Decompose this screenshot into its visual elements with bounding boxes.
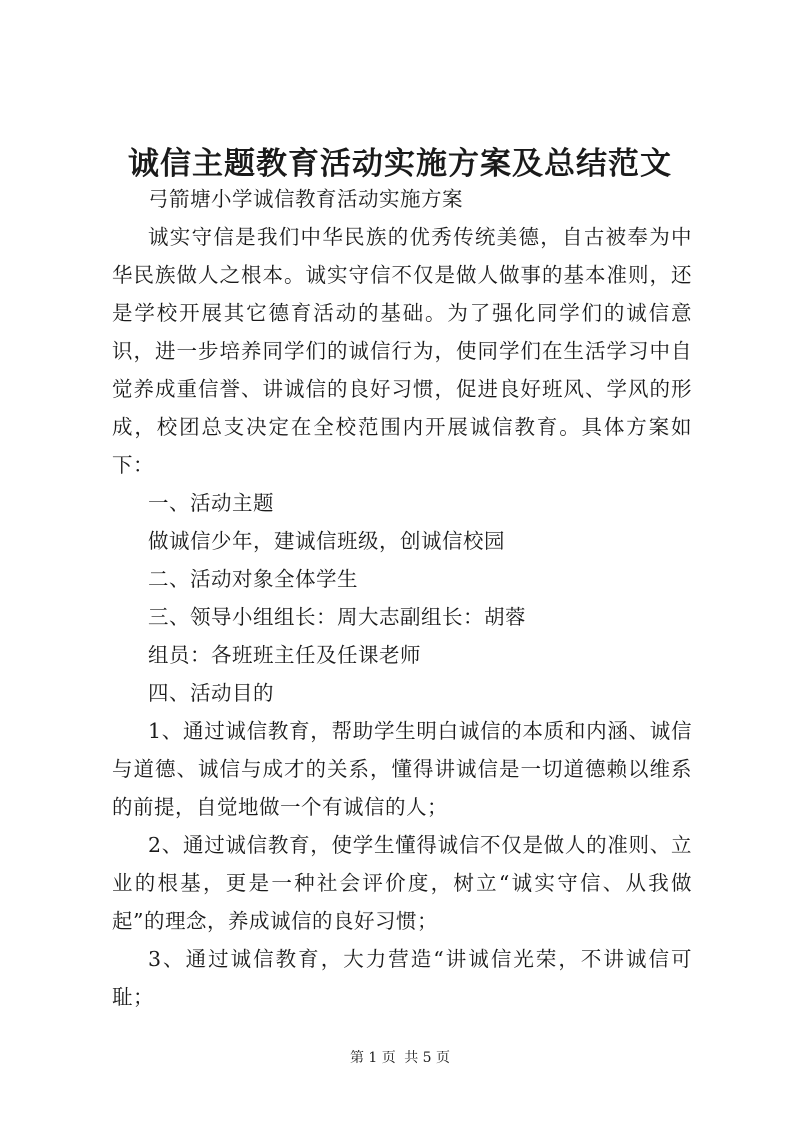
document-body bbox=[112, 180, 692, 1016]
paragraph-section-target: 二、活动对象全体学生 bbox=[148, 567, 358, 591]
paragraph-section-goals: 四、活动目的 bbox=[148, 681, 274, 705]
page-footer bbox=[0, 1048, 800, 1068]
page-number-total: 共 5 页 bbox=[404, 1050, 451, 1066]
paragraph-section-theme: 一、活动主题 bbox=[148, 491, 274, 515]
paragraph-theme-text: 做诚信少年，建诚信班级，创诚信校园 bbox=[148, 529, 505, 553]
paragraph-goal-2: 2、通过诚信教育，使学生懂得诚信不仅是做人的准则、立业的根基，更是一种社会评价度，树立“诚实守信、从我做起”的理念，养成诚信的良好习惯； bbox=[112, 833, 692, 933]
page-number-current: 第 1 页 bbox=[349, 1050, 396, 1066]
paragraph-goal-1: 1、通过诚信教育，帮助学生明白诚信的本质和内涵、诚信与道德、诚信与成才的关系，懂得讲诚信是一切道德赖以维系的前提，自觉地做一个有诚信的人； bbox=[112, 719, 692, 819]
paragraph-intro: 诚实守信是我们中华民族的优秀传统美德，自古被奉为中华民族做人之根本。诚实守信不仅是做人做事的基本准则，还是学校开展其它德育活动的基础。为了强化同学们的诚信意识，进一步培养同学们的诚信行为，使同学们在生活学习中自觉养成重信誉、讲诚信的良好习惯，促进良好班风、学风的形成，校团总支决定在全校范围内开展诚信教育。具体方案如下： bbox=[112, 225, 692, 477]
paragraph-subtitle: 弓箭塘小学诚信教育活动实施方案 bbox=[148, 187, 463, 211]
paragraph-members: 组员：各班班主任及任课老师 bbox=[148, 643, 421, 667]
paragraph-goal-3: 3、通过诚信教育，大力营造“讲诚信光荣，不讲诚信可耻； bbox=[112, 947, 692, 1009]
document-title: 诚信主题教育活动实施方案及总结范文 bbox=[128, 146, 672, 182]
paragraph-section-leaders: 三、领导小组组长：周大志副组长：胡蓉 bbox=[148, 605, 526, 629]
